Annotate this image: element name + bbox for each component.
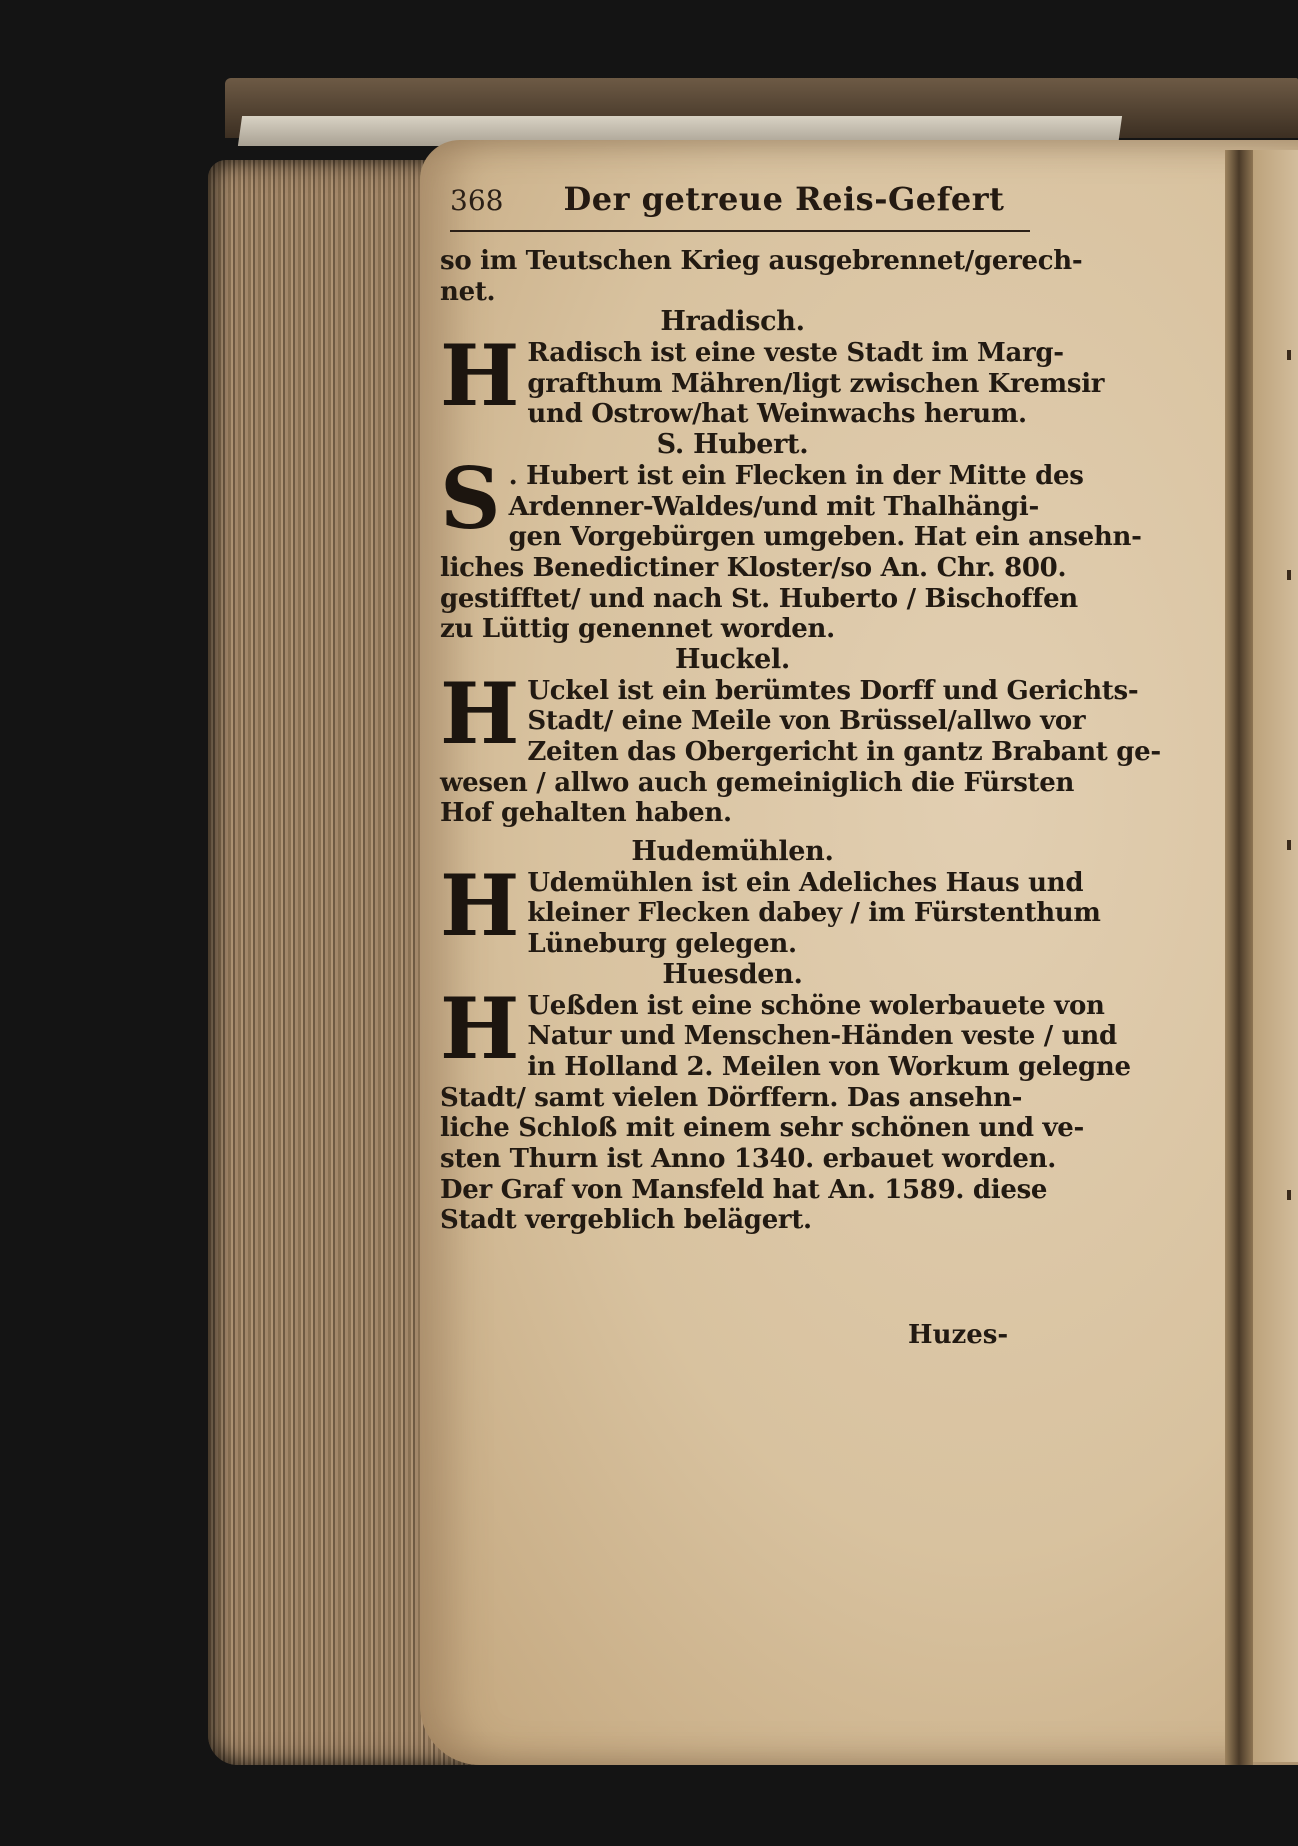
book-gutter	[1225, 150, 1253, 1765]
text-line: in Holland 2. Meilen von Workum gelegne	[527, 1051, 1131, 1082]
print-fragment	[1287, 1190, 1291, 1200]
running-title: Der getreue Reis-Gefert	[563, 180, 1005, 218]
entry-heading: Hradisch.	[660, 306, 805, 338]
entry-paragraph	[440, 855, 1101, 960]
page-text	[440, 246, 1161, 1236]
entry-paragraph	[440, 448, 1142, 645]
print-fragment	[1287, 840, 1291, 850]
text-line: liche Schloß mit einem sehr schönen und ve-	[440, 1113, 1085, 1144]
text-line: grafthum Mähren/ligt zwischen Kremsir	[527, 368, 1105, 399]
entry-heading: S. Hubert.	[656, 429, 809, 461]
text-line: Uckel ist ein berümtes Dorff und Gerichts-	[527, 675, 1139, 706]
entry-heading: Hudemühlen.	[631, 836, 834, 868]
drop-cap: S	[440, 448, 501, 548]
text-line: gen Vorgebürgen umgeben. Hat ein ansehn-	[508, 522, 1142, 553]
drop-cap: H	[440, 978, 520, 1078]
text-line: net.	[440, 276, 496, 307]
text-line: wesen / allwo auch gemeiniglich die Fürsten	[440, 767, 1075, 798]
entry-paragraph	[440, 326, 1105, 430]
entry-heading: Huckel.	[674, 643, 791, 675]
text-line: gestifftet/ und nach St. Huberto / Bischoffen	[440, 583, 1078, 614]
catchword: Huzes-	[908, 1320, 1009, 1350]
text-line: Hof gehalten haben.	[440, 798, 732, 829]
text-line: liches Benedictiner Kloster/so An. Chr. 800.	[440, 552, 1067, 583]
entry-paragraph	[440, 978, 1131, 1237]
text-line: Stadt/ eine Meile von Brüssel/allwo vor	[527, 706, 1086, 737]
text-line: Der Graf von Mansfeld hat An. 1589. diese	[440, 1174, 1048, 1205]
text-line: zu Lüttig genennet worden.	[440, 614, 835, 645]
text-line: Radisch ist eine veste Stadt im Marg-	[527, 338, 1064, 369]
text-line: Zeiten das Obergericht in gantz Brabant ge-	[527, 737, 1161, 767]
text-line: sten Thurn ist Anno 1340. erbauet worden.	[440, 1143, 1056, 1174]
text-line: Udemühlen ist ein Adeliches Haus und	[527, 867, 1084, 898]
print-fragment	[1287, 570, 1291, 580]
entry-paragraph	[440, 663, 1161, 829]
text-line: . Hubert ist ein Flecken in der Mitte des	[508, 460, 1084, 491]
text-line: Lüneburg gelegen.	[527, 929, 797, 960]
page-number: 368	[450, 184, 504, 217]
text-line: Ueßden ist eine schöne wolerbauete von	[527, 990, 1105, 1021]
print-fragment	[1287, 350, 1291, 360]
entry-heading: Huesden.	[662, 958, 803, 990]
running-head	[450, 180, 1030, 232]
drop-cap: H	[440, 855, 520, 955]
text-line: Ardenner-Waldes/und mit Thalhängi-	[508, 491, 1039, 522]
text-line: Stadt vergeblich belägert.	[440, 1205, 812, 1236]
text-line: Natur und Menschen-Händen veste / und	[527, 1021, 1117, 1052]
drop-cap: H	[440, 663, 520, 763]
text-line: so im Teutschen Krieg ausgebrennet/gerech-	[440, 246, 1083, 276]
recto-page-edge	[1253, 150, 1298, 1762]
text-line: kleiner Flecken dabey / im Fürstenthum	[527, 898, 1101, 929]
text-line: Stadt/ samt vielen Dörffern. Das ansehn-	[440, 1082, 1023, 1113]
text-line: und Ostrow/hat Weinwachs herum.	[527, 399, 1027, 430]
drop-cap: H	[440, 326, 520, 426]
